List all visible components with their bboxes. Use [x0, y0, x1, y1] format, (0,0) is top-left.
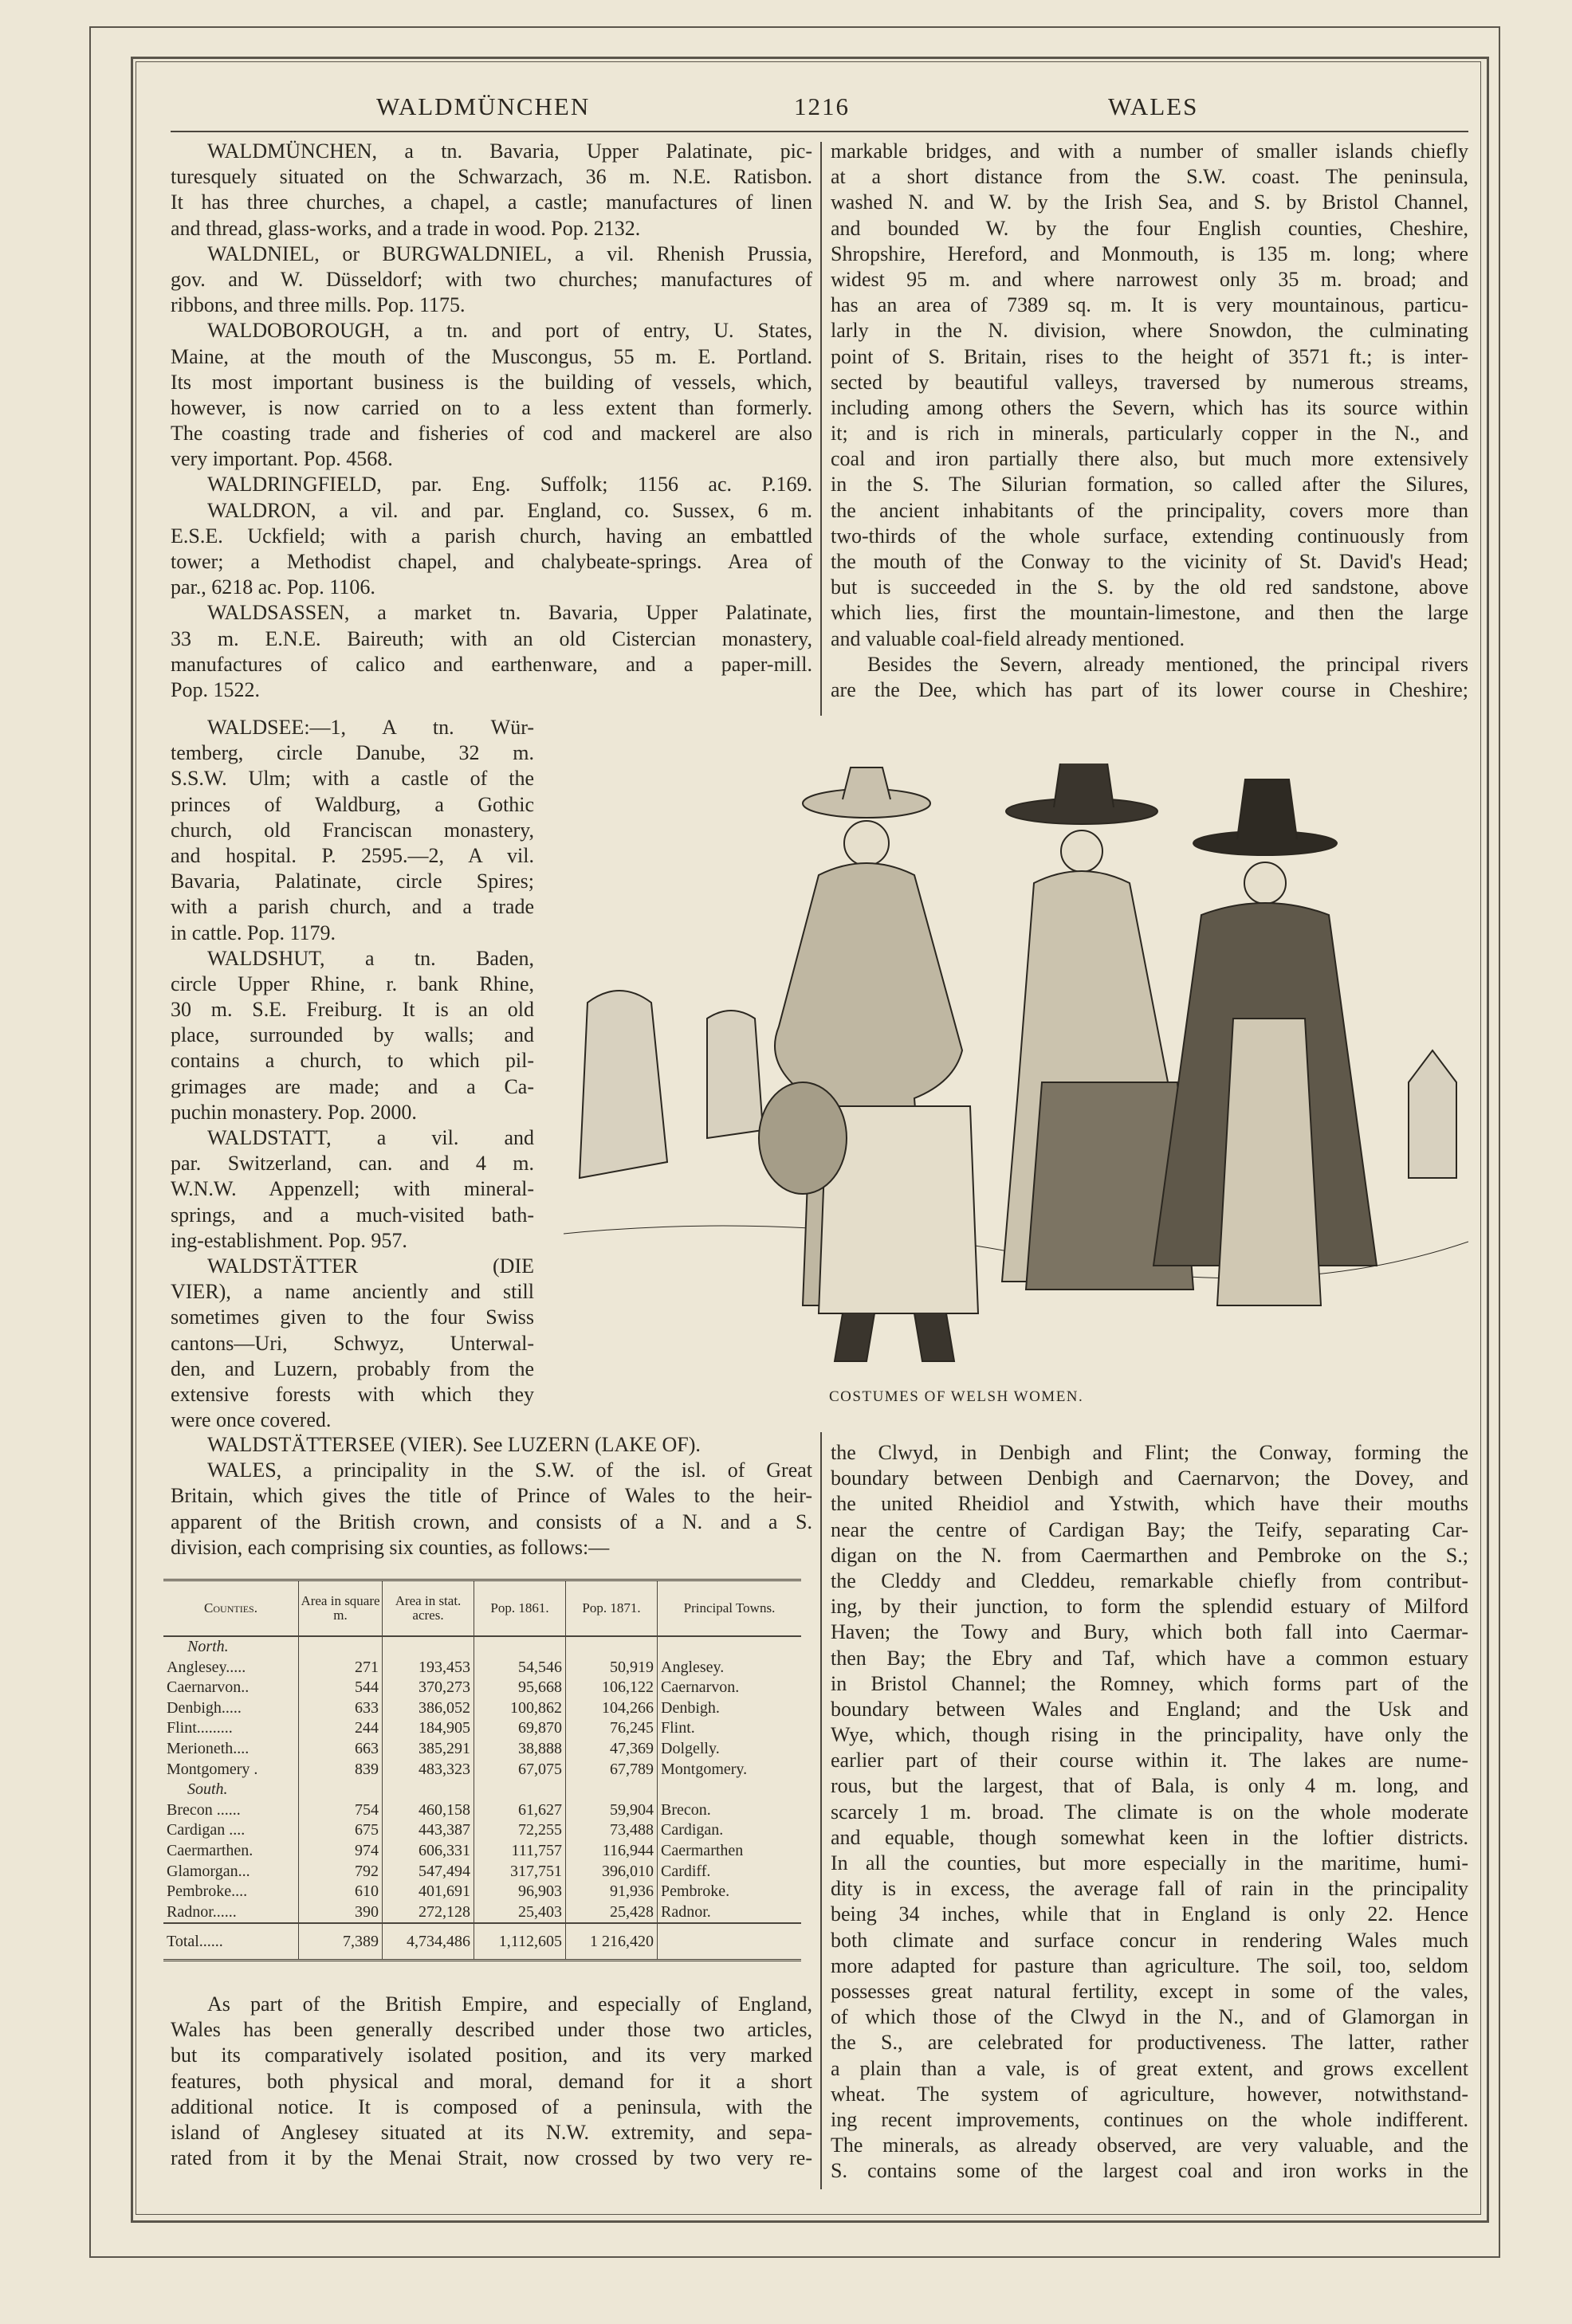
table-cell: Caernarvon. [658, 1678, 802, 1698]
text-line: wheat. The system of agriculture, however, notwithstand- [831, 2082, 1468, 2106]
table-cell: Pembroke.... [167, 1882, 248, 1901]
text-line: WALDMÜNCHEN, a tn. Bavaria, Upper Palatinate, pic- [207, 139, 812, 163]
table-header-row [163, 1580, 801, 1637]
text-line: and bounded W. by the four English counties, Cheshire, [831, 216, 1468, 240]
text-line: place, surrounded by walls; and [171, 1023, 534, 1047]
text-line: scarcely 1 m. broad. The climate is on the whole moderate [831, 1800, 1468, 1823]
section-row [163, 1780, 801, 1800]
table-cell [383, 1780, 474, 1800]
table-cell: 61,627 [474, 1800, 566, 1821]
text-line: boundary between Denbigh and Caernarvon; the Dovey, and [831, 1466, 1468, 1490]
running-head-right: WALES [1108, 92, 1199, 120]
text-line: sected by beautiful valleys, traversed by numerous streams, [831, 370, 1468, 394]
text-line: puchin monastery. Pop. 2000. [171, 1100, 417, 1124]
table-cell: Total...... [163, 1923, 299, 1961]
table-cell [658, 1923, 802, 1961]
text-line: It has three churches, a chapel, a castle; manufactures of linen [171, 190, 812, 214]
table-cell: Cardigan. [658, 1820, 802, 1841]
table-cell: Caermarthen [658, 1841, 802, 1862]
text-line: two-thirds of the whole surface, extending continuously from [831, 524, 1468, 548]
table-cell: Glamorgan... [167, 1862, 250, 1880]
total-row [163, 1923, 801, 1961]
text-line: features, both physical and moral, demand for it a short [171, 2069, 812, 2093]
text-line: Shropshire, Hereford, and Monmouth, is 135 m. long; where [831, 241, 1468, 265]
table-cell: 547,494 [383, 1862, 474, 1882]
table-cell: Cardiff. [658, 1862, 802, 1882]
text-line: WALDOBOROUGH, a tn. and port of entry, U. States, [207, 319, 812, 343]
text-line: in the S. The Silurian formation, so called after the Silures, [831, 473, 1468, 497]
table-cell: 606,331 [383, 1841, 474, 1862]
text-line: par. Switzerland, can. and 4 m. [171, 1152, 534, 1176]
text-line: the ancient inhabitants of the principality, covers more than [831, 498, 1468, 522]
table-cell: 370,273 [383, 1678, 474, 1698]
table-row [163, 1739, 801, 1760]
text-line: Britain, which gives the title of Prince of Wales to the heir- [171, 1484, 812, 1508]
text-line: gov. and W. Düsseldorf; with two churches; manufactures of [171, 267, 812, 291]
text-line: The coasting trade and fisheries of cod and mackerel are also [171, 422, 812, 446]
text-line: WALDSEE:—1, A tn. Wür- [207, 716, 534, 739]
text-line: S. contains some of the largest coal and iron works in the [831, 2159, 1468, 2183]
text-line: very important. Pop. 4568. [171, 447, 393, 471]
col-header: Principal Towns. [658, 1580, 802, 1637]
text-line: princes of Waldburg, a Gothic [171, 792, 534, 816]
text-line: ing, by their junction, to form the splendid estuary of Milford [831, 1595, 1468, 1619]
table-cell: Montgomery. [658, 1760, 802, 1780]
text-line: the S., are celebrated for productiveness. The latter, rather [831, 2031, 1468, 2055]
text-line: dity is in excess, the average fall of rain in the principality [831, 1877, 1468, 1901]
table-cell: 100,862 [474, 1698, 566, 1719]
text-line: however, is now carried on to a less extent than formerly. [171, 395, 812, 419]
right-column-top [831, 139, 1468, 703]
table-cell [474, 1780, 566, 1800]
text-line: WALES, a principality in the S.W. of the isl. of Great [207, 1458, 812, 1482]
text-line: washed N. and W. by the Irish Sea, and S. by Bristol Channel, [831, 190, 1468, 214]
table-cell: 401,691 [383, 1882, 474, 1902]
text-line: turesquely situated on the Schwarzach, 36 m. N.E. Ratisbon. [171, 165, 812, 189]
text-line: par., 6218 ac. Pop. 1106. [171, 575, 375, 599]
table-cell: Anglesey. [658, 1658, 802, 1678]
text-line: ing-establishment. Pop. 957. [171, 1228, 407, 1252]
counties-table [163, 1579, 801, 1961]
table-cell: 76,245 [566, 1718, 658, 1739]
table-cell: 47,369 [566, 1739, 658, 1760]
table-cell: 69,870 [474, 1718, 566, 1739]
table-cell: 67,789 [566, 1760, 658, 1780]
table-cell: 73,488 [566, 1820, 658, 1841]
text-line: den, and Luzern, probably from the [171, 1356, 534, 1380]
left-column-top [171, 139, 812, 703]
table-cell: 244 [299, 1718, 383, 1739]
table-cell: 483,323 [383, 1760, 474, 1780]
table-cell: 460,158 [383, 1800, 474, 1821]
text-line: contains a church, to which pil- [171, 1049, 534, 1073]
text-line: and hospital. P. 2595.—2, A vil. [171, 843, 534, 867]
table-cell: 104,266 [566, 1698, 658, 1719]
table-cell: 25,403 [474, 1902, 566, 1924]
text-line: cantons—Uri, Schwyz, Unterwal- [171, 1331, 534, 1355]
table-cell: 184,905 [383, 1718, 474, 1739]
text-line: Wye, which, though rising in the principality, have only the [831, 1723, 1468, 1747]
table-cell: 544 [299, 1678, 383, 1698]
text-line: in cattle. Pop. 1179. [171, 921, 336, 944]
text-line: but is succeeded in the S. by the old red sandstone, above [831, 575, 1468, 599]
text-line: island of Anglesey situated at its N.W. extremity, and sepa- [171, 2120, 812, 2144]
table-cell: 193,453 [383, 1658, 474, 1678]
text-line: Besides the Severn, already mentioned, the principal rivers [867, 652, 1468, 676]
table-cell: 386,052 [383, 1698, 474, 1719]
table-cell: 396,010 [566, 1862, 658, 1882]
table-cell: Brecon ...... [167, 1800, 241, 1819]
text-line: extensive forests with which they [171, 1382, 534, 1406]
text-line: division, each comprising six counties, as follows:— [171, 1535, 610, 1559]
table-cell: Flint. [658, 1718, 802, 1739]
text-line: larly in the N. division, where Snowdon, the culminating [831, 319, 1468, 343]
table-cell: Cardigan .... [167, 1821, 246, 1839]
text-line: WALDSTÄTTERSEE (VIER). See LUZERN (LAKE OF). [207, 1433, 701, 1456]
text-line: WALDNIEL, or BURGWALDNIEL, a vil. Rhenish Prussia, [207, 241, 812, 265]
table-row [163, 1678, 801, 1698]
text-line: possesses great natural fertility, except in some of the vales, [831, 1979, 1468, 2003]
table-row [163, 1820, 801, 1841]
text-line: Pop. 1522. [171, 677, 260, 701]
text-line: of which those of the Clwyd in the N., and of Glamorgan in [831, 2005, 1468, 2029]
text-line: tower; a Methodist chapel, and chalybeate-springs. Area of [171, 550, 812, 573]
table-cell: 50,919 [566, 1658, 658, 1678]
text-line: circle Upper Rhine, r. bank Rhine, [171, 972, 534, 995]
page-number: 1216 [794, 92, 850, 120]
table-cell: 1,112,605 [474, 1923, 566, 1961]
text-line: then Bay; the Ebry and Taf, which have a common estuary [831, 1646, 1468, 1670]
table-cell: 111,757 [474, 1841, 566, 1862]
table-cell: Montgomery . [167, 1760, 258, 1778]
table-row [163, 1800, 801, 1821]
table-cell [299, 1780, 383, 1800]
text-line: 30 m. S.E. Freiburg. It is an old [171, 998, 534, 1022]
text-line: temberg, circle Danube, 32 m. [171, 741, 534, 765]
text-line: at a short distance from the S.W. coast. The peninsula, [831, 165, 1468, 189]
text-line: the Cleddy and Cleddeu, remarkable chiefly from contribut- [831, 1568, 1468, 1592]
text-line: The minerals, as already observed, are very valuable, and the [831, 2134, 1468, 2157]
text-line: additional notice. It is composed of a peninsula, with the [171, 2094, 812, 2118]
text-line: ing recent improvements, continues on the whole indifferent. [831, 2107, 1468, 2131]
text-line: in Bristol Channel; the Romney, which forms part of the [831, 1671, 1468, 1695]
text-line: springs, and a much-visited bath- [171, 1203, 534, 1227]
text-line: sometimes given to the four Swiss [171, 1305, 534, 1329]
table-cell: Brecon. [658, 1800, 802, 1821]
table-cell [566, 1780, 658, 1800]
left-column-bottom [171, 1992, 812, 2171]
text-line: being 34 inches, while that in England is only 22. Hence [831, 1902, 1468, 1926]
table-cell: Dolgelly. [658, 1739, 802, 1760]
text-line: but its comparatively isolated position, and its very marked [171, 2043, 812, 2067]
table-cell: 272,128 [383, 1902, 474, 1924]
table-cell: Merioneth.... [167, 1739, 250, 1757]
table-cell: Flint......... [167, 1719, 233, 1737]
table-row [163, 1841, 801, 1862]
right-column-bottom [831, 1440, 1468, 2184]
table-row [163, 1658, 801, 1678]
text-line: Its most important business is the building of vessels, which, [171, 370, 812, 394]
text-line: point of S. Britain, rises to the height of 3571 ft.; is inter- [831, 344, 1468, 368]
text-line: boundary between Wales and England; and the Usk and [831, 1697, 1468, 1721]
text-line: WALDRINGFIELD, par. Eng. Suffolk; 1156 ac. P.169. [207, 473, 812, 497]
left-column-narrow [171, 715, 534, 1433]
text-line: a plain than a vale, is of great extent, and grows excellent [831, 2056, 1468, 2080]
table-cell: 610 [299, 1882, 383, 1902]
text-line: the united Rheidiol and Ystwith, which have their mouths [831, 1492, 1468, 1516]
table-cell: 59,904 [566, 1800, 658, 1821]
table-cell [658, 1780, 802, 1800]
table-cell: Pembroke. [658, 1882, 802, 1902]
text-line: rous, but the largest, that of Bala, is only 4 m. long, and [831, 1774, 1468, 1798]
table-cell [474, 1636, 566, 1658]
table-cell: 633 [299, 1698, 383, 1719]
text-line: Haven; the Towy and Bury, which both fall into Caermar- [831, 1620, 1468, 1644]
table-cell [658, 1636, 802, 1658]
table-cell: 95,668 [474, 1678, 566, 1698]
table-cell: 317,751 [474, 1862, 566, 1882]
text-line: ribbons, and three mills. Pop. 1175. [171, 293, 466, 317]
table-cell: 792 [299, 1862, 383, 1882]
col-header: Area in stat. acres. [383, 1580, 474, 1637]
table-cell: Radnor...... [167, 1902, 237, 1921]
table-cell: 72,255 [474, 1820, 566, 1841]
table-cell: 54,546 [474, 1658, 566, 1678]
table-cell: Denbigh..... [167, 1698, 242, 1717]
text-line: the mouth of the Conway to the vicinity of St. David's Head; [831, 550, 1468, 573]
table-row [163, 1862, 801, 1882]
col-header: Pop. 1861. [474, 1580, 566, 1637]
table-cell: 96,903 [474, 1882, 566, 1902]
table-cell: 271 [299, 1658, 383, 1678]
text-line: including among others the Severn, which has its source within [831, 395, 1468, 419]
text-line: manufactures of calico and earthenware, and a paper-mill. [171, 652, 812, 676]
header-rule [171, 131, 1468, 132]
table-cell: 7,389 [299, 1923, 383, 1961]
table-cell: 106,122 [566, 1678, 658, 1698]
table-cell: Caernarvon.. [167, 1678, 250, 1697]
text-line: digan on the N. from Caermarthen and Pembroke on the S.; [831, 1543, 1468, 1567]
table-cell: 1 216,420 [566, 1923, 658, 1961]
text-line: Wales has been generally described under those two articles, [171, 2018, 812, 2042]
table-cell: 754 [299, 1800, 383, 1821]
text-line: earlier part of their course within it. The lakes are nume- [831, 1749, 1468, 1772]
text-line: markable bridges, and with a number of smaller islands chiefly [831, 139, 1468, 163]
text-line: near the centre of Cardigan Bay; the Teify, separating Car- [831, 1517, 1468, 1541]
text-line: WALDSHUT, a tn. Baden, [207, 946, 534, 970]
column-rule-top [820, 142, 822, 716]
text-line: S.S.W. Ulm; with a castle of the [171, 767, 534, 791]
text-line: WALDSASSEN, a market tn. Bavaria, Upper Palatinate, [207, 601, 812, 625]
table-row [163, 1882, 801, 1902]
col-header: Pop. 1871. [566, 1580, 658, 1637]
table-cell: 116,944 [566, 1841, 658, 1862]
table-row [163, 1902, 801, 1924]
text-line: church, old Franciscan monastery, [171, 818, 534, 842]
text-line: widest 95 m. and where narrowest only 35 m. broad; and [831, 267, 1468, 291]
table-cell [566, 1636, 658, 1658]
text-line: grimages are made; and a Ca- [171, 1074, 534, 1098]
table-cell: 974 [299, 1841, 383, 1862]
running-head-left: WALDMÜNCHEN [376, 92, 591, 120]
table-cell: 675 [299, 1820, 383, 1841]
table-row [163, 1760, 801, 1780]
table-cell [383, 1636, 474, 1658]
table-cell: 385,291 [383, 1739, 474, 1760]
table-cell: Anglesey..... [167, 1658, 246, 1676]
text-line: and equable, though somewhat keen in the loftier districts. [831, 1825, 1468, 1849]
table-cell: 25,428 [566, 1902, 658, 1924]
text-line: coal and iron partially there also, but much more extensively [831, 447, 1468, 471]
illustration-caption: COSTUMES OF WELSH WOMEN. [829, 1388, 1084, 1405]
text-line: WALDRON, a vil. and par. England, co. Sussex, 6 m. [207, 498, 812, 522]
text-line: As part of the British Empire, and especially of England, [207, 1992, 812, 2016]
table-cell: 4,734,486 [383, 1923, 474, 1961]
text-line: with a parish church, and a trade [171, 895, 534, 919]
text-line: and valuable coal-field already mentioned. [831, 626, 1185, 650]
table-cell: 443,387 [383, 1820, 474, 1841]
text-line: more adapted for pasture than agriculture. The soil, too, seldom [831, 1953, 1468, 1977]
text-line: apparent of the British crown, and consists of a N. and a S. [171, 1509, 812, 1533]
text-line: W.N.W. Appenzell; with mineral- [171, 1177, 534, 1201]
text-line: Maine, at the mouth of the Muscongus, 55 m. E. Portland. [171, 344, 812, 368]
left-column-mid [171, 1432, 812, 1560]
text-line: 33 m. E.N.E. Baireuth; with an old Cistercian monastery, [171, 626, 812, 650]
table-cell [299, 1636, 383, 1658]
welsh-women-illustration [564, 764, 1468, 1387]
text-line: which lies, first the mountain-limestone, and then the large [831, 601, 1468, 625]
table-cell: 390 [299, 1902, 383, 1924]
text-line: and thread, glass-works, and a trade in wood. Pop. 2132. [171, 216, 641, 240]
text-line: both climate and surface concur in rendering Wales much [831, 1928, 1468, 1952]
col-header: Area in square m. [299, 1580, 383, 1637]
text-line: WALDSTÄTTER (DIE [207, 1254, 534, 1278]
table-body [163, 1636, 801, 1961]
column-rule-bottom [820, 1432, 822, 2189]
text-line: has an area of 7389 sq. m. It is very mountainous, particu- [831, 293, 1468, 317]
table-cell: Denbigh. [658, 1698, 802, 1719]
section-label: South. [187, 1780, 228, 1799]
text-line: VIER), a name anciently and still [171, 1280, 534, 1304]
table-cell: 38,888 [474, 1739, 566, 1760]
col-header: Counties. [163, 1580, 299, 1637]
table-cell: 839 [299, 1760, 383, 1780]
table-cell: 67,075 [474, 1760, 566, 1780]
table-row [163, 1718, 801, 1739]
text-line: it; and is rich in minerals, particularly copper in the N., and [831, 422, 1468, 446]
text-line: were once covered. [171, 1408, 332, 1432]
text-line: In all the counties, but more especially in the maritime, humi- [831, 1851, 1468, 1875]
section-row [163, 1636, 801, 1658]
text-line: rated from it by the Menai Strait, now crossed by two very re- [171, 2146, 812, 2170]
text-line: are the Dee, which has part of its lower course in Cheshire; [831, 677, 1468, 701]
table-cell: Radnor. [658, 1902, 802, 1924]
table-cell: 91,936 [566, 1882, 658, 1902]
text-line: E.S.E. Uckfield; with a parish church, having an embattled [171, 524, 812, 548]
text-line: the Clwyd, in Denbigh and Flint; the Conway, forming the [831, 1441, 1468, 1464]
section-label: North. [187, 1638, 229, 1655]
text-line: Bavaria, Palatinate, circle Spires; [171, 870, 534, 893]
table-cell: Caermarthen. [167, 1841, 253, 1859]
table-cell: 663 [299, 1739, 383, 1760]
text-line: WALDSTATT, a vil. and [207, 1126, 534, 1149]
table-row [163, 1698, 801, 1719]
